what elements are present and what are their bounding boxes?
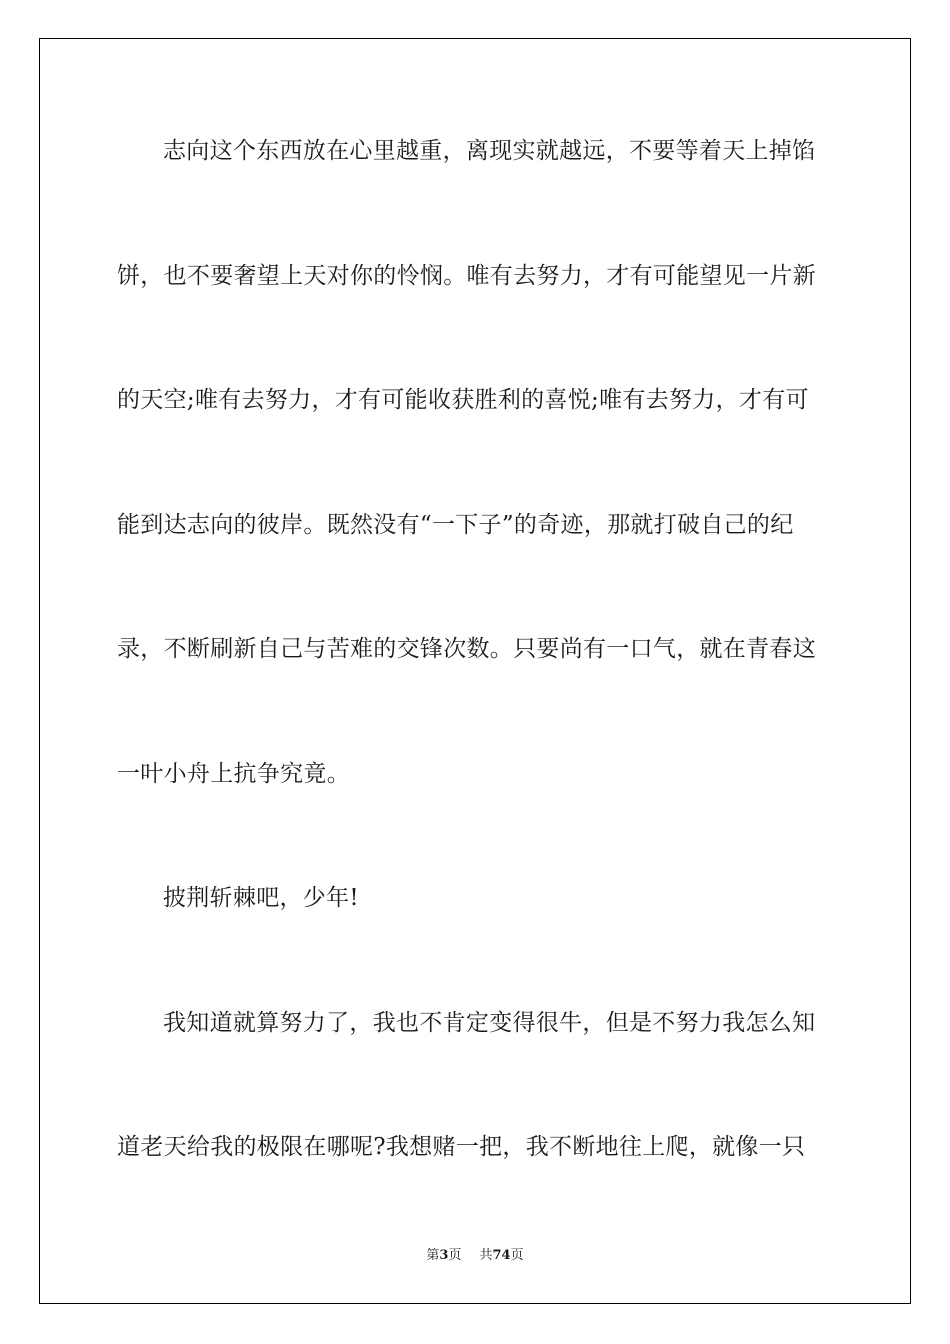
paragraph-line: 我知道就算努力了，我也不肯定变得很牛，但是不努力我怎么知 bbox=[163, 1010, 816, 1036]
paragraph-line: 道老天给我的极限在哪呢?我想赌一把，我不断地往上爬，就像一只 bbox=[117, 1134, 806, 1160]
paragraph-line: 饼，也不要奢望上天对你的怜悯。唯有去努力，才有可能望见一片新 bbox=[117, 263, 816, 289]
page-suffix: 页 bbox=[448, 1248, 462, 1263]
paragraph-line: 披荆斩棘吧，少年! bbox=[163, 885, 359, 911]
page-number: 3 bbox=[439, 1248, 449, 1263]
page-footer bbox=[0, 1247, 950, 1265]
paragraph-line: 能到达志向的彼岸。既然没有“一下子”的奇迹，那就打破自己的纪 bbox=[117, 512, 794, 538]
paragraph-line: 一叶小舟上抗争究竟。 bbox=[117, 761, 350, 787]
paragraph-line: 录，不断刷新自己与苦难的交锋次数。只要尚有一口气，就在青春这 bbox=[117, 636, 816, 662]
page-border bbox=[39, 38, 911, 1304]
total-suffix: 页 bbox=[510, 1248, 524, 1263]
page-prefix: 第 bbox=[426, 1248, 440, 1263]
paragraph-line: 的天空;唯有去努力，才有可能收获胜利的喜悦;唯有去努力，才有可 bbox=[117, 387, 809, 413]
total-prefix: 共 bbox=[479, 1248, 493, 1263]
paragraph-line: 志向这个东西放在心里越重，离现实就越远，不要等着天上掉馅 bbox=[163, 138, 816, 164]
total-pages: 74 bbox=[492, 1248, 511, 1263]
